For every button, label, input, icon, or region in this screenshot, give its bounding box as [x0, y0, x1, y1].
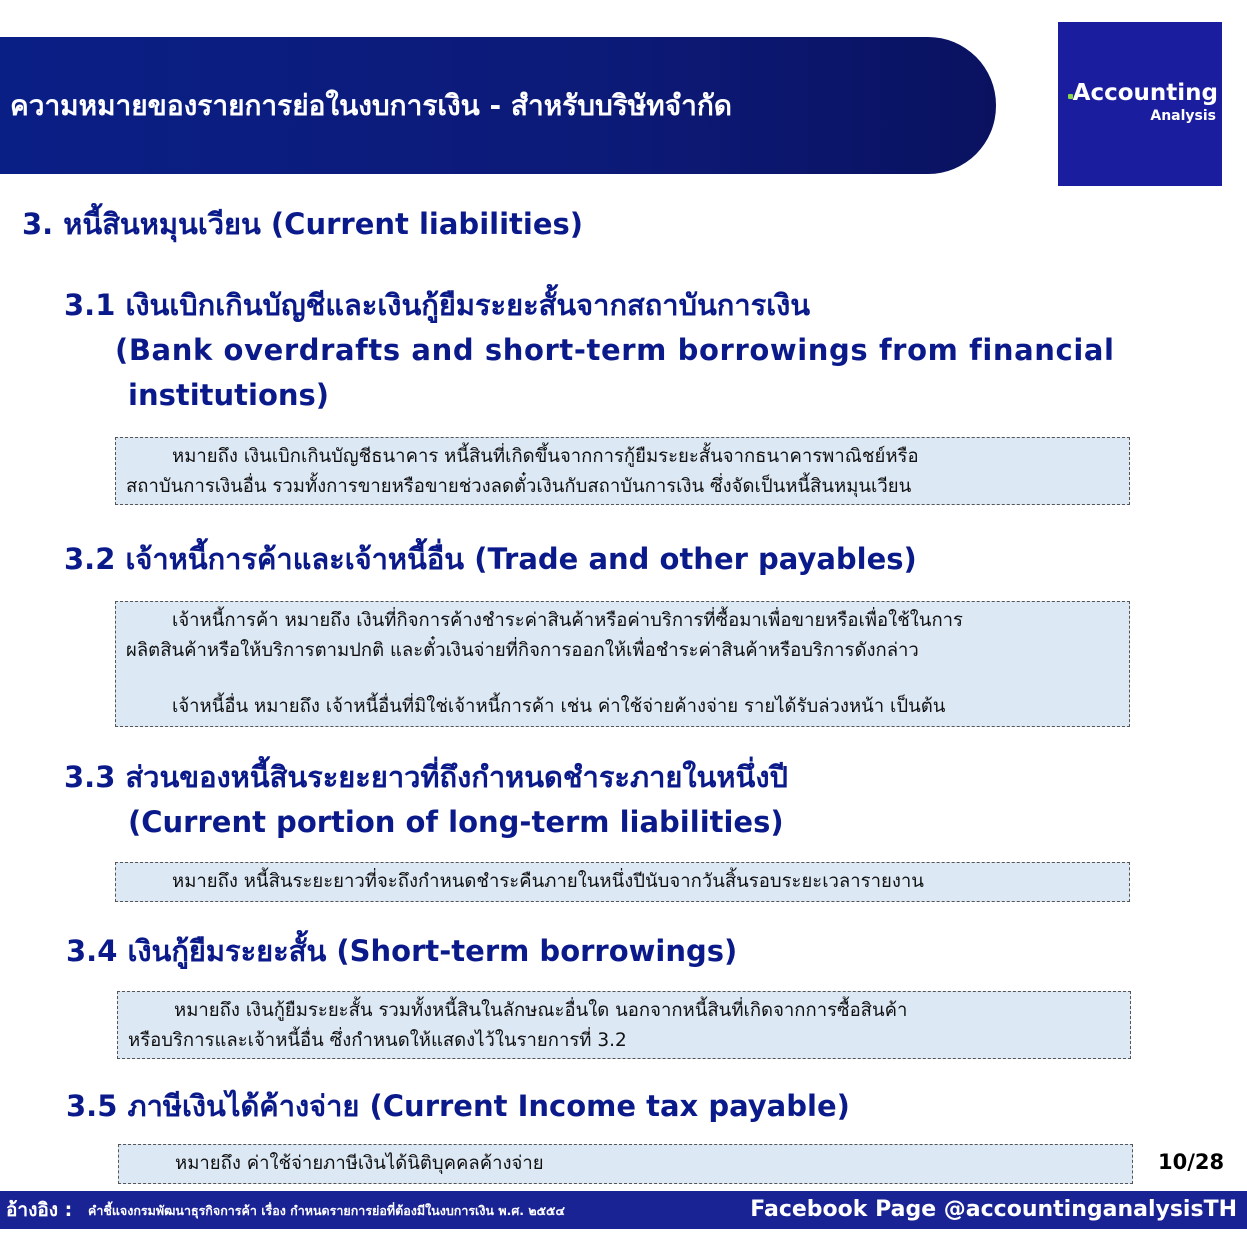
item-3-1-description-box	[115, 437, 1130, 505]
item-3-3-heading-line-2: (Current portion of long-term liabilities)	[128, 805, 784, 839]
item-3-3-description-box	[115, 862, 1130, 902]
item-3-2-body-line-3: เจ้าหนี้อื่น หมายถึง เจ้าหนี้อื่นที่มิใช่เจ้าหนี้การค้า เช่น ค่าใช้จ่ายค้างจ่าย รายได้รับล่วงหน้า เป็นต้น	[172, 696, 946, 717]
item-3-4-heading: 3.4 เงินกู้ยืมระยะสั้น (Short-term borrowings)	[66, 934, 738, 968]
page-number: 10/28	[1158, 1150, 1225, 1174]
item-3-2-body-line-1: เจ้าหนี้การค้า หมายถึง เงินที่กิจการค้างชำระค่าสินค้าหรือค่าบริการที่ซื้อมาเพื่อขายหรือเพื่อใช้ในการ	[172, 610, 963, 631]
logo-main-text: Accounting	[1072, 80, 1218, 106]
footer-facebook-link[interactable]: Facebook Page @accountinganalysisTH	[750, 1197, 1237, 1222]
item-3-4-body-line-1: หมายถึง เงินกู้ยืมระยะสั้น รวมทั้งหนี้สินในลักษณะอื่นใด นอกจากหนี้สินที่เกิดจากการซื้อสินค้า	[174, 1000, 908, 1021]
item-3-1-body-line-1: หมายถึง เงินเบิกเกินบัญชีธนาคาร หนี้สินที่เกิดขึ้นจากการกู้ยืมระยะสั้นจากธนาคารพาณิชย์หรือ	[172, 446, 919, 467]
item-3-1-heading-line-1: 3.1 เงินเบิกเกินบัญชีและเงินกู้ยืมระยะสั้นจากสถาบันการเงิน	[64, 288, 811, 322]
item-3-2-heading: 3.2 เจ้าหนี้การค้าและเจ้าหนี้อื่น (Trade and other payables)	[64, 542, 917, 576]
item-3-3-heading-line-1: 3.3 ส่วนของหนี้สินระยะยาวที่ถึงกำหนดชำระภายในหนึ่งปี	[64, 760, 788, 794]
item-3-1-heading-line-2: (Bank overdrafts and short-term borrowings from financial	[115, 333, 1115, 367]
item-3-1-heading-line-3: institutions)	[128, 378, 330, 412]
logo-sub-text: Analysis	[1150, 108, 1216, 124]
item-3-5-body-line-1: หมายถึง ค่าใช้จ่ายภาษีเงินได้นิติบุคคลค้างจ่าย	[175, 1153, 544, 1174]
item-3-2-description-box	[115, 601, 1130, 727]
item-3-4-body-line-2: หรือบริการและเจ้าหนี้อื่น ซึ่งกำหนดให้แสดงไว้ในรายการที่ 3.2	[128, 1030, 627, 1051]
item-3-3-body-line-1: หมายถึง หนี้สินระยะยาวที่จะถึงกำหนดชำระคืนภายในหนึ่งปีนับจากวันสิ้นรอบระยะเวลารายงาน	[172, 871, 924, 892]
item-3-5-heading: 3.5 ภาษีเงินได้ค้างจ่าย (Current Income tax payable)	[66, 1089, 850, 1123]
logo	[1058, 22, 1222, 186]
item-3-1-body-line-2: สถาบันการเงินอื่น รวมทั้งการขายหรือขายช่วงลดตั๋วเงินกับสถาบันการเงิน ซึ่งจัดเป็นหนี้สินหมุนเวียน	[126, 476, 912, 497]
page-title: ความหมายของรายการย่อในงบการเงิน - สำหรับบริษัทจำกัด	[10, 89, 732, 122]
item-3-5-description-box	[118, 1144, 1133, 1184]
footer-reference-label: อ้างอิง :	[6, 1199, 73, 1221]
item-3-2-body-line-2: ผลิตสินค้าหรือให้บริการตามปกติ และตั๋วเงินจ่ายที่กิจการออกให้เพื่อชำระค่าสินค้าหรือบริการดังกล่าว	[126, 640, 919, 661]
section-heading: 3. หนี้สินหมุนเวียน (Current liabilities)	[22, 207, 583, 241]
footer-reference-text: คำชี้แจงกรมพัฒนาธุรกิจการค้า เรื่อง กำหนดรายการย่อที่ต้องมีในงบการเงิน พ.ศ. ๒๕๕๔	[88, 1203, 565, 1218]
item-3-4-description-box	[117, 991, 1131, 1059]
